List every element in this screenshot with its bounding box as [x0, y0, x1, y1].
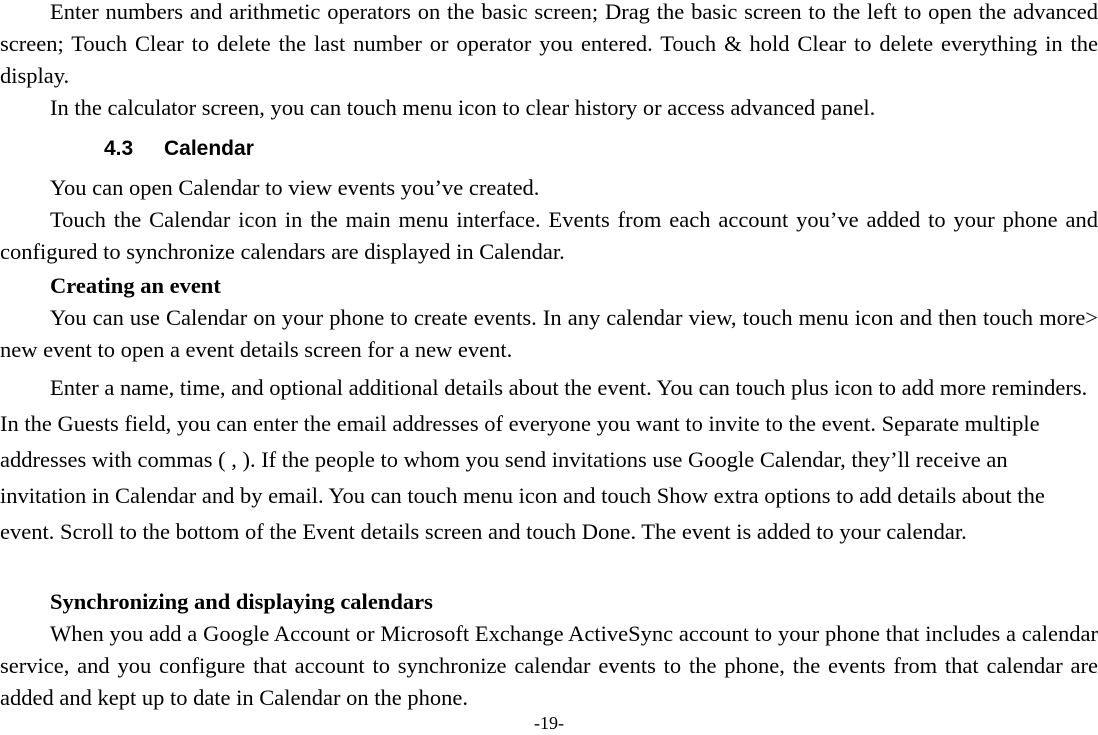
page-number: -19- — [534, 713, 564, 733]
paragraph-calculator-basic: Enter numbers and arithmetic operators on the basic screen; Drag the basic screen to the left to open the advanced screen; Touch Clear to delete the last number or operator you entered. Touch & hold Clear to delete everything in the display. — [0, 0, 1098, 88]
paragraph-calculator-menu: In the calculator screen, you can touch menu icon to clear history or access advanced panel. — [50, 95, 876, 120]
paragraph-sync-body: When you add a Google Account or Microsoft Exchange ActiveSync account to your phone that includes a calendar service, and you configure that account to synchronize calendar events to the phone, the events from that calendar are added and kept up to date in Calendar on the phone. — [0, 621, 1098, 710]
paragraph-calendar-touch: Touch the Calendar icon in the main menu interface. Events from each account you’ve added to your phone and configured to synchronize calendars are displayed in Calendar. — [0, 207, 1098, 264]
section-title: Calendar — [164, 137, 254, 160]
paragraph-event-details: Enter a name, time, and optional additional details about the event. You can touch plus icon to add more reminders. In the Guests field, you can enter the email addresses of everyone you want to invite to the event. Separate multiple addresses with commas ( , ). If the people to whom you send invitations use Google Calendar, they’ll receive an invitation in Calendar and by email. You can touch menu icon and touch Show extra options to add details about the event. Scroll to the bottom of the Event details screen and touch Done. The event is added to your calendar. — [0, 375, 1088, 544]
subheading-sync-display: Synchronizing and displaying calendars — [50, 589, 433, 614]
section-number: 4.3 — [104, 137, 134, 160]
section-heading — [104, 134, 254, 164]
paragraph-calendar-intro: You can open Calendar to view events you’ve created. — [50, 175, 540, 200]
paragraph-create-event-how: You can use Calendar on your phone to create events. In any calendar view, touch menu icon and then touch more> new event to open a event details screen for a new event. — [0, 305, 1098, 362]
subheading-creating-event: Creating an event — [50, 273, 221, 298]
